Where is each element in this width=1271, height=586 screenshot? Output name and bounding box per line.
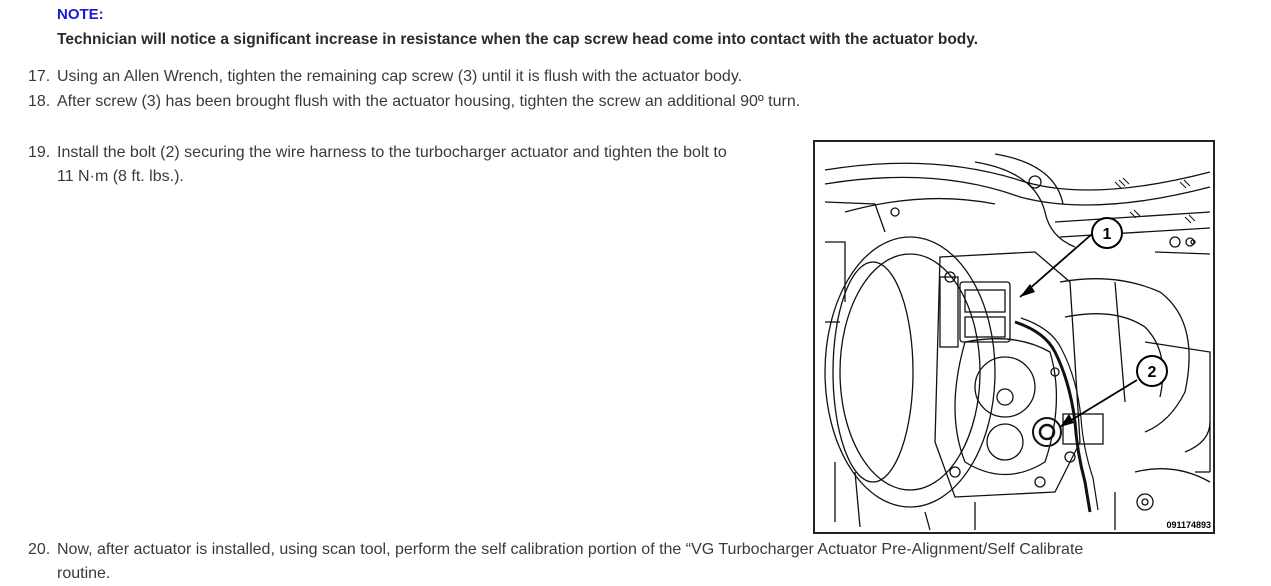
step-text: After screw (3) has been brought flush with the actuator housing, tighten the screw an additional 90º turn.	[57, 93, 801, 110]
turbo-actuator-illustration	[813, 140, 1215, 534]
callout-1: 1	[1102, 226, 1112, 243]
step-text: Using an Allen Wrench, tighten the remaining cap screw (3) until it is flush with the actuator body.	[57, 68, 743, 85]
note-label: NOTE:	[57, 6, 104, 23]
step-number: 17.	[28, 68, 51, 85]
illustration-drawing	[815, 142, 1213, 532]
step-text: Install the bolt (2) securing the wire harness to the turbocharger actuator and tighten the bolt to	[57, 144, 727, 161]
step-text-continued: routine.	[57, 565, 111, 582]
step-text: Now, after actuator is installed, using scan tool, perform the self calibration portion of the “VG Turbocharger Actuator Pre-Alignment/Self Calibrate	[57, 541, 1084, 558]
step-number: 18.	[28, 93, 51, 110]
step-20	[28, 538, 1083, 586]
figure-id: 091174893	[1166, 520, 1211, 530]
step-18	[28, 90, 800, 114]
step-number: 20.	[28, 541, 51, 558]
note-text: Technician will notice a significant increase in resistance when the cap screw head come into contact with the actuator body.	[57, 31, 979, 48]
step-text-continued: 11 N·m (8 ft. lbs.).	[57, 168, 184, 185]
step-17	[28, 65, 742, 89]
callout-2: 2	[1147, 364, 1157, 381]
step-number: 19.	[28, 144, 51, 161]
step-19	[28, 141, 727, 189]
